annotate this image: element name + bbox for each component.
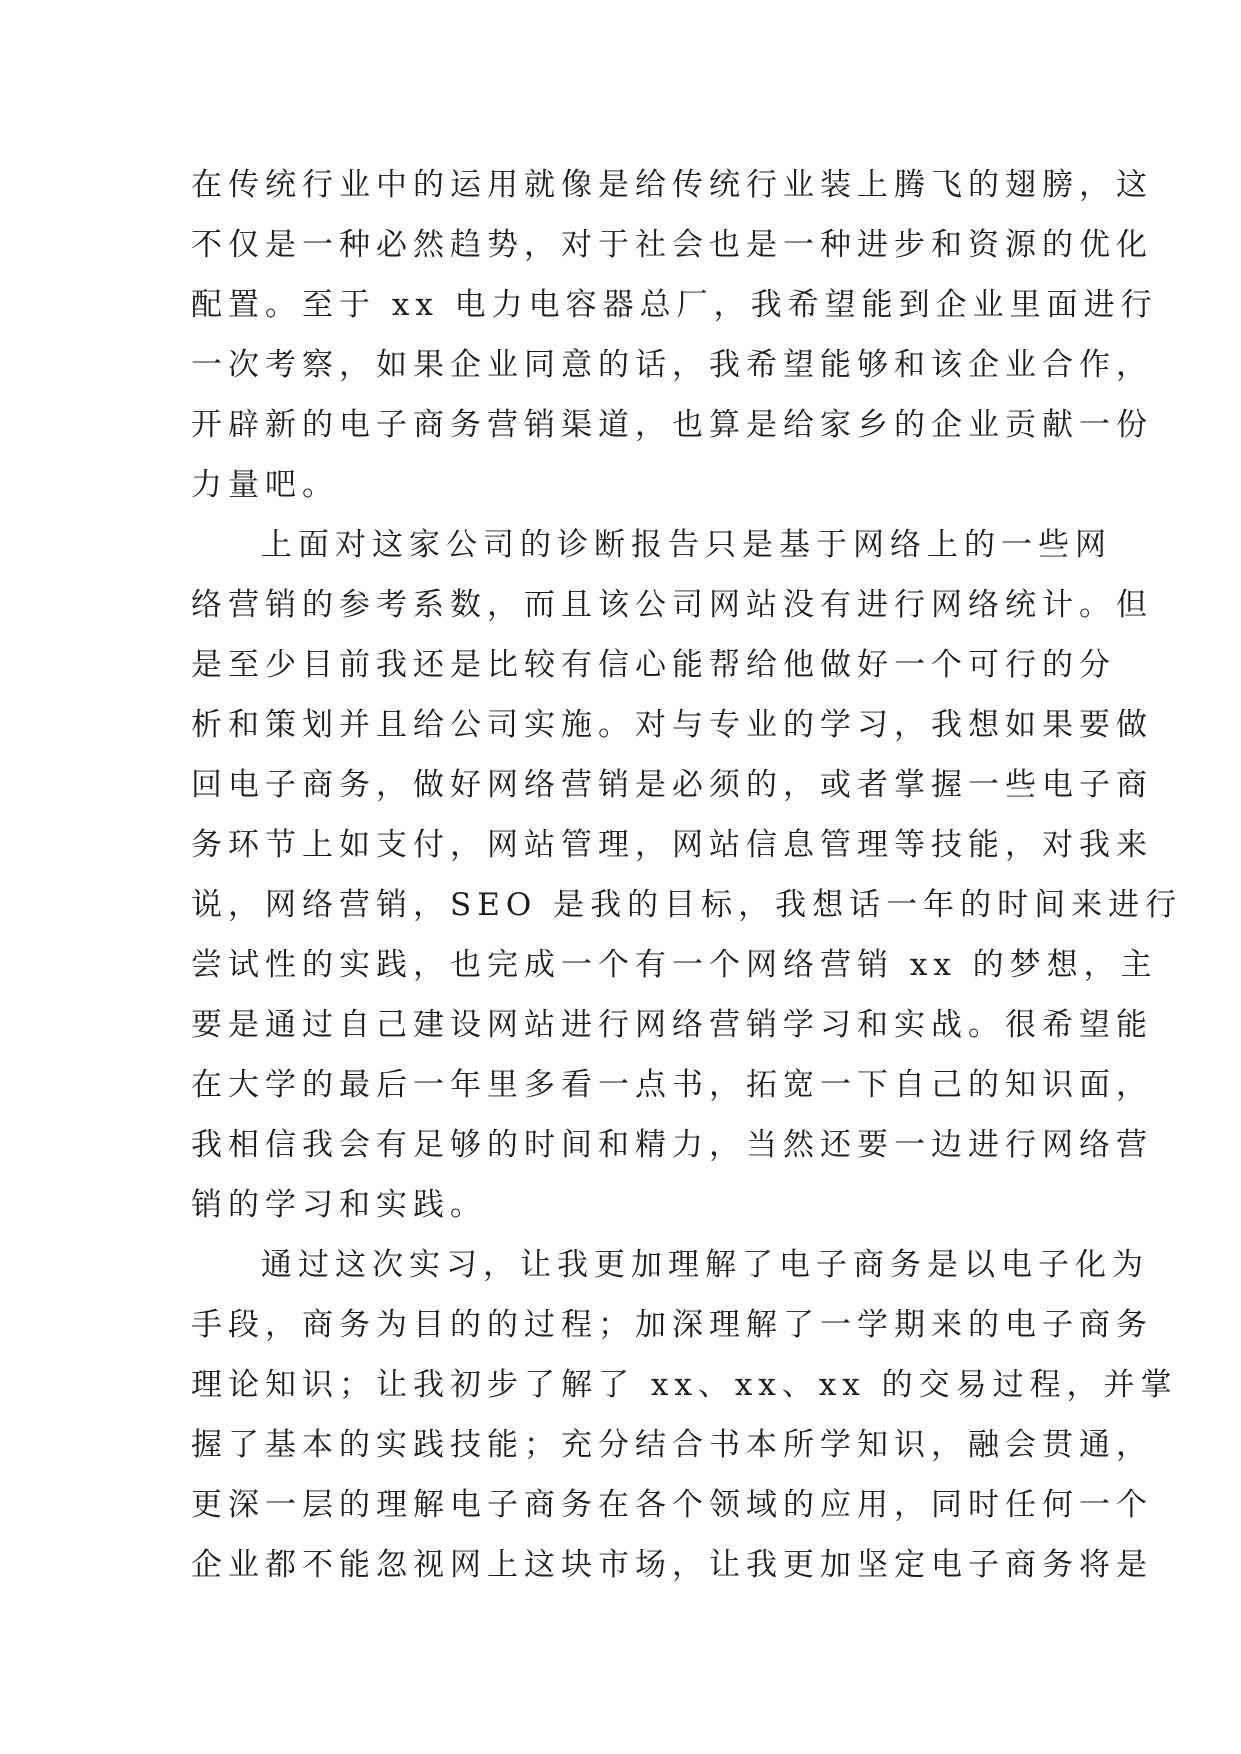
paragraph-1-line-6: 力量吧。 xyxy=(191,467,339,503)
paragraph-2-line-1: 上面对这家公司的诊断报告只是基于网络上的一些网 xyxy=(261,527,1112,563)
paragraph-3-line-3: 理论知识；让我初步了解了 xx、xx、xx 的交易过程，并掌 xyxy=(191,1367,1178,1403)
document-body xyxy=(191,155,1183,1595)
paragraph-1-line-5: 开辟新的电子商务营销渠道，也算是给家乡的企业贡献一份 xyxy=(191,407,1153,443)
paragraph-2-line-8: 尝试性的实践，也完成一个有一个网络营销 xx 的梦想，主 xyxy=(191,947,1158,983)
paragraph-3-line-4: 握了基本的实践技能；充分结合书本所学知识，融会贯通， xyxy=(191,1427,1153,1463)
paragraph-2-line-5: 回电子商务，做好网络营销是必须的，或者掌握一些电子商 xyxy=(191,767,1153,803)
paragraph-2-line-12: 销的学习和实践。 xyxy=(191,1187,487,1223)
paragraph-3-line-1: 通过这次实习，让我更加理解了电子商务是以电子化为 xyxy=(261,1247,1149,1283)
paragraph-2-line-9: 要是通过自己建设网站进行网络营销学习和实战。很希望能 xyxy=(191,1007,1153,1043)
paragraph-3-line-2: 手段，商务为目的的过程；加深理解了一学期来的电子商务 xyxy=(191,1307,1153,1343)
paragraph-3-line-5: 更深一层的理解电子商务在各个领域的应用，同时任何一个 xyxy=(191,1487,1153,1523)
paragraph-1-line-3: 配置。至于 xx 电力电容器总厂，我希望能到企业里面进行 xyxy=(191,287,1158,323)
paragraph-2-line-3: 是至少目前我还是比较有信心能帮给他做好一个可行的分 xyxy=(191,647,1116,683)
paragraph-2-line-11: 我相信我会有足够的时间和精力，当然还要一边进行网络营 xyxy=(191,1127,1153,1163)
paragraph-2-line-6: 务环节上如支付，网站管理，网站信息管理等技能，对我来 xyxy=(191,827,1153,863)
paragraph-2-line-7: 说，网络营销，SEO 是我的目标，我想话一年的时间来进行 xyxy=(191,887,1183,923)
paragraph-1-line-2: 不仅是一种必然趋势，对于社会也是一种进步和资源的优化 xyxy=(191,227,1153,263)
paragraph-1-line-4: 一次考察，如果企业同意的话，我希望能够和该企业合作， xyxy=(191,347,1153,383)
paragraph-2-line-10: 在大学的最后一年里多看一点书，拓宽一下自己的知识面， xyxy=(191,1067,1153,1103)
paragraph-1-line-1: 在传统行业中的运用就像是给传统行业装上腾飞的翅膀，这 xyxy=(191,167,1153,203)
paragraph-2-line-4: 析和策划并且给公司实施。对与专业的学习，我想如果要做 xyxy=(191,707,1153,743)
paragraph-2-line-2: 络营销的参考系数，而且该公司网站没有进行网络统计。但 xyxy=(191,587,1153,623)
paragraph-3-line-6: 企业都不能忽视网上这块市场，让我更加坚定电子商务将是 xyxy=(191,1547,1153,1583)
